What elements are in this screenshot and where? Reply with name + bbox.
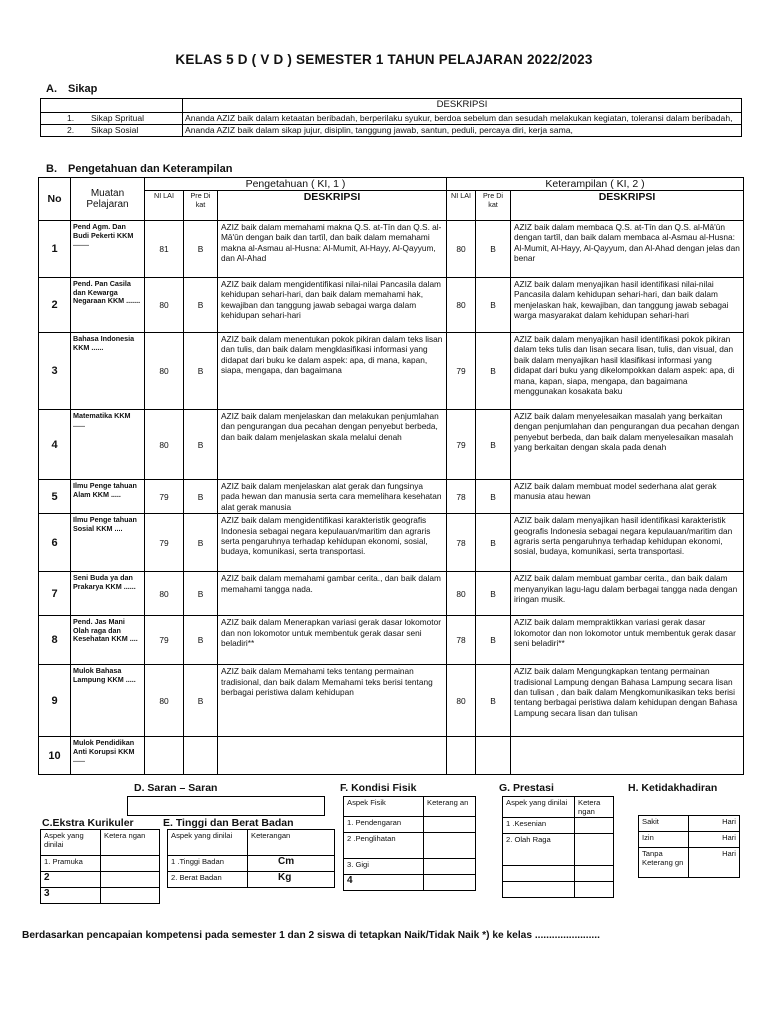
ekstra-value xyxy=(101,872,160,888)
keterampilan-nilai: 80 xyxy=(447,278,476,333)
row-number: 5 xyxy=(39,480,71,514)
pengetahuan-predikat: B xyxy=(184,665,218,737)
keterampilan-predikat: B xyxy=(476,572,511,616)
prestasi-value xyxy=(575,882,614,898)
table-row xyxy=(39,514,744,572)
subject-cell: Matematika KKM ...... xyxy=(71,410,145,480)
keterampilan-deskripsi xyxy=(511,737,744,775)
subject-cell: Pend. Jas Mani Olah raga dan Kesehatan KKM .... xyxy=(71,616,145,665)
header-pengetahuan: Pengetahuan ( KI, 1 ) xyxy=(145,178,447,191)
pengetahuan-deskripsi: AZIZ baik dalam mengidentifikasi karakteristik geografis Indonesia sebagai negara kepulauan/maritim dan agraris serta pengaruhnya terhadap kehidupan ekonomi, sosial, budaya, komunikasi, serta transportasi. xyxy=(218,514,447,572)
keterampilan-deskripsi: AZIZ baik dalam Mengungkapkan tentang permainan tradisional Lampung dengan Bahasa Lampung secara lisan dan tulisan , dan baik dalam Mengkomunikasikan teks berisi tentang berbagai peristiwa dalam kehidupan dengan Bahasa Lampung secara lisan dan tulisan xyxy=(511,665,744,737)
pengetahuan-nilai: 79 xyxy=(145,480,184,514)
page-title: KELAS 5 D ( V D ) SEMESTER 1 TAHUN PELAJARAN 2022/2023 xyxy=(175,52,593,67)
keterampilan-predikat xyxy=(476,737,511,775)
hadir-spacer xyxy=(639,800,689,816)
fisik-value xyxy=(424,859,476,875)
tinggi-col2: Keterangan xyxy=(248,830,335,856)
section-number: A. xyxy=(46,83,57,95)
pengetahuan-nilai: 79 xyxy=(145,616,184,665)
prestasi-label: G. Prestasi xyxy=(499,782,554,794)
keterampilan-nilai: 79 xyxy=(447,333,476,410)
keterampilan-nilai: 78 xyxy=(447,480,476,514)
sikap-name-cell xyxy=(41,113,183,125)
row-number: 6 xyxy=(39,514,71,572)
sikap-desc-cell: Ananda AZIZ baik dalam ketaatan beribadah, berperilaku syukur, berdoa sebelum dan sesudah melakukan kegiatan, toleransi dalam beribadah, xyxy=(183,113,742,125)
keterampilan-nilai: 80 xyxy=(447,665,476,737)
row-number: 1. xyxy=(67,113,75,123)
fisik-label: F. Kondisi Fisik xyxy=(340,782,417,794)
row-number: 8 xyxy=(39,616,71,665)
header-muatan: Muatan Pelajaran xyxy=(71,178,145,221)
table-row xyxy=(39,737,744,775)
subject-cell: Ilmu Penge tahuan Alam KKM ..... xyxy=(71,480,145,514)
pengetahuan-nilai: 80 xyxy=(145,333,184,410)
hadir-item: Sakit xyxy=(639,816,689,832)
table-row xyxy=(39,480,744,514)
ekstra-col2: Ketera ngan xyxy=(101,830,160,856)
header-nilai: NI LAI xyxy=(145,191,184,221)
pengetahuan-nilai: 80 xyxy=(145,572,184,616)
fisik-col1: Aspek Fisik xyxy=(344,797,424,817)
pengetahuan-predikat: B xyxy=(184,333,218,410)
keterampilan-deskripsi: AZIZ baik dalam menyajikan hasil identifikasi nilai-nilai Pancasila dalam kehidupan sehari-hari, dan baik dalam menjelaskan hak, kewajiban, dan tanggung jawab sebagai warga masyarakat dalam kehidupan sehari-hari xyxy=(511,278,744,333)
keterampilan-predikat: B xyxy=(476,333,511,410)
tinggi-unit: Kg xyxy=(248,872,335,888)
header-deskripsi: DESKRIPSI xyxy=(511,191,744,221)
keterampilan-nilai xyxy=(447,737,476,775)
pengetahuan-predikat: B xyxy=(184,480,218,514)
ekstra-value xyxy=(101,888,160,904)
fisik-value xyxy=(424,833,476,859)
header-nilai: NI LAI xyxy=(447,191,476,221)
section-pengetahuan-heading xyxy=(46,163,232,175)
pengetahuan-predikat: B xyxy=(184,221,218,278)
fisik-table xyxy=(343,796,476,891)
pengetahuan-deskripsi xyxy=(218,737,447,775)
hadir-unit: Hari xyxy=(689,848,740,878)
sikap-desc-cell: Ananda AZIZ baik dalam sikap jujur, disiplin, tanggung jawab, santun, peduli, percaya diri, kerja sama, xyxy=(183,125,742,137)
keterampilan-deskripsi: AZIZ baik dalam membuat model sederhana alat gerak manusia atau hewan xyxy=(511,480,744,514)
fisik-value xyxy=(424,817,476,833)
subject-cell: Mulok Pendidikan Anti Korupsi KKM ...... xyxy=(71,737,145,775)
prestasi-item: 2. Olah Raga xyxy=(503,834,575,866)
row-number: 7 xyxy=(39,572,71,616)
keterampilan-nilai: 80 xyxy=(447,572,476,616)
pengetahuan-deskripsi: AZIZ baik dalam Memahami teks tentang permainan tradisional, dan baik dalam Memahami teks berisi tentang berbagai peristiwa dalam kehidupan xyxy=(218,665,447,737)
subject-cell: Bahasa Indonesia KKM ...... xyxy=(71,333,145,410)
section-label: Pengetahuan dan Keterampilan xyxy=(68,163,233,175)
pengetahuan-predikat: B xyxy=(184,572,218,616)
pengetahuan-predikat xyxy=(184,737,218,775)
keterampilan-deskripsi: AZIZ baik dalam membuat gambar cerita., dan baik dalam menyanyikan lagu-lagu dalam berbagai tangga nada dengan iringan musik. xyxy=(511,572,744,616)
sikap-name: Sikap Spritual xyxy=(91,113,145,123)
hadir-table xyxy=(638,800,740,878)
table-row xyxy=(41,125,742,137)
table-row xyxy=(39,572,744,616)
pengetahuan-nilai: 80 xyxy=(145,665,184,737)
fisik-value xyxy=(424,875,476,891)
pengetahuan-nilai: 80 xyxy=(145,278,184,333)
prestasi-col1: Aspek yang dinilai xyxy=(503,797,575,818)
keterampilan-deskripsi: AZIZ baik dalam mempraktikkan variasi gerak dasar lokomotor dan non lokomotor untuk membentuk gerak dasar seni beladiri** xyxy=(511,616,744,665)
grades-table xyxy=(38,177,744,775)
sikap-name-cell xyxy=(41,125,183,137)
fisik-item: 4 xyxy=(344,875,424,891)
grade-rows xyxy=(39,221,744,775)
header-keterampilan: Keterampilan ( KI, 2 ) xyxy=(447,178,744,191)
row-number: 2 xyxy=(39,278,71,333)
prestasi-value xyxy=(575,834,614,866)
pengetahuan-deskripsi: AZIZ baik dalam mengidentifikasi nilai-nilai Pancasila dalam kehidupan sehari-hari, dan baik dalam memahami hak, kewajiban dan tanggung jawab sebagai warga dalam kehidupan sehari-hari xyxy=(218,278,447,333)
pengetahuan-predikat: B xyxy=(184,514,218,572)
keterampilan-predikat: B xyxy=(476,514,511,572)
ekstra-value xyxy=(101,856,160,872)
prestasi-value xyxy=(575,818,614,834)
pengetahuan-deskripsi: AZIZ baik dalam Menerapkan variasi gerak dasar lokomotor dan non lokomotor untuk membentuk gerak dasar seni beladiri** xyxy=(218,616,447,665)
subject-cell: Mulok Bahasa Lampung KKM ..... xyxy=(71,665,145,737)
subject-cell: Ilmu Penge tahuan Sosial KKM .... xyxy=(71,514,145,572)
table-row xyxy=(39,410,744,480)
keterampilan-predikat: B xyxy=(476,616,511,665)
sikap-table xyxy=(40,98,742,137)
hadir-spacer xyxy=(689,800,740,816)
row-number: 10 xyxy=(39,737,71,775)
pengetahuan-deskripsi: AZIZ baik dalam menjelaskan dan melakukan penjumlahan dan pengurangan dua pecahan dengan penyebut berbeda, dan baik dalam menjelaskan skala melalui denah xyxy=(218,410,447,480)
subject-cell: Seni Buda ya dan Prakarya KKM ...... xyxy=(71,572,145,616)
pengetahuan-deskripsi: AZIZ baik dalam memahami gambar cerita., dan baik dalam memahami tangga nada. xyxy=(218,572,447,616)
pengetahuan-deskripsi: AZIZ baik dalam menjelaskan alat gerak dan fungsinya pada hewan dan manusia serta cara memelihara kesehatan alat gerak manusia xyxy=(218,480,447,514)
ekstra-col1: Aspek yang dinilai xyxy=(41,830,101,856)
pengetahuan-nilai: 81 xyxy=(145,221,184,278)
table-row xyxy=(39,333,744,410)
ekstra-item: 3 xyxy=(41,888,101,904)
table-row xyxy=(39,665,744,737)
pengetahuan-predikat: B xyxy=(184,278,218,333)
ekstra-label: C.Ekstra Kurikuler xyxy=(42,817,134,829)
sikap-name: Sikap Sosial xyxy=(91,125,139,135)
subject-cell: Pend Agm. Dan Budi Pekerti KKM ........ xyxy=(71,221,145,278)
ekstra-item: 2 xyxy=(41,872,101,888)
row-number: 2. xyxy=(67,125,75,135)
fisik-item: 3. Gigi xyxy=(344,859,424,875)
hadir-unit: Hari xyxy=(689,832,740,848)
fisik-item: 2 .Penglihatan xyxy=(344,833,424,859)
prestasi-col2: Ketera ngan xyxy=(575,797,614,818)
prestasi-table xyxy=(502,796,614,898)
keterampilan-nilai: 80 xyxy=(447,221,476,278)
tinggi-col1: Aspek yang dinilai xyxy=(168,830,248,856)
section-sikap-heading xyxy=(46,83,97,95)
prestasi-item xyxy=(503,866,575,882)
row-number: 1 xyxy=(39,221,71,278)
pengetahuan-predikat: B xyxy=(184,616,218,665)
prestasi-item xyxy=(503,882,575,898)
header-no: No xyxy=(39,178,71,221)
table-row xyxy=(41,113,742,125)
pengetahuan-predikat: B xyxy=(184,410,218,480)
hadir-label: H. Ketidakhadiran xyxy=(628,782,718,794)
ekstra-table xyxy=(40,829,160,904)
tinggi-aspek: 1 .Tinggi Badan xyxy=(168,856,248,872)
keterampilan-predikat: B xyxy=(476,221,511,278)
keterampilan-deskripsi: AZIZ baik dalam menyajikan hasil identifikasi karakteristik geografis Indonesia sebagai negara kepulauan/maritim dan agraris serta pengaruhnya terhadap kehidupan ekonomi, sosial, budaya, komunikasi, serta transportasi. xyxy=(511,514,744,572)
keterampilan-deskripsi: AZIZ baik dalam membaca Q.S. at-Tīn dan Q.S. al-Mā'ūn dengan tartīl, dan baik dalam membaca al-Asmau al-Husna: Al-Mumit, Al-Hayy, Al-Qayyum, dan Al-Ahad dengan jelas dan benar xyxy=(511,221,744,278)
pengetahuan-nilai: 79 xyxy=(145,514,184,572)
sikap-desc-header: DESKRIPSI xyxy=(183,99,742,113)
pengetahuan-deskripsi: AZIZ baik dalam menentukan pokok pikiran dalam teks lisan dan tulis, dan baik dalam mengklasifikasi informasi yang didapat dari buku ke dalam aspek: apa, di mana, kapan, siapa, mengapa, dan bagaimana xyxy=(218,333,447,410)
pengetahuan-deskripsi: AZIZ baik dalam memahami makna Q.S. at-Tīn dan Q.S. al-Mā'ūn dengan baik dan tartīl, dan baik dalam memahami makna al-Asmau al-Husna: Al-Mumit, Al-Hayy, Al-Qayyum, dan Al-Ahad xyxy=(218,221,447,278)
saran-box xyxy=(127,796,325,816)
keterampilan-nilai: 78 xyxy=(447,616,476,665)
tinggi-label: E. Tinggi dan Berat Badan xyxy=(163,817,294,829)
keterampilan-deskripsi: AZIZ baik dalam menyelesaikan masalah yang berkaitan dengan penjumlahan dan pengurangan dua pecahan dengan penyebut berbeda, dan baik dalam menyelesaikan masalah yang berkaitan dengan skala pada denah xyxy=(511,410,744,480)
row-number: 4 xyxy=(39,410,71,480)
prestasi-item: 1 .Kesenian xyxy=(503,818,575,834)
ekstra-item: 1. Pramuka xyxy=(41,856,101,872)
keterampilan-nilai: 79 xyxy=(447,410,476,480)
table-row xyxy=(39,616,744,665)
saran-label: D. Saran – Saran xyxy=(134,782,218,794)
table-row xyxy=(39,221,744,278)
tinggi-unit: Cm xyxy=(248,856,335,872)
fisik-item: 1. Pendengaran xyxy=(344,817,424,833)
prestasi-value xyxy=(575,866,614,882)
keterampilan-predikat: B xyxy=(476,410,511,480)
table-row xyxy=(39,278,744,333)
header-predikat: Pre Di kat xyxy=(184,191,218,221)
sikap-blank-header xyxy=(41,99,183,113)
pengetahuan-nilai xyxy=(145,737,184,775)
subject-cell: Pend. Pan Casila dan Kewarga Negaraan KKM ....... xyxy=(71,278,145,333)
keterampilan-predikat: B xyxy=(476,665,511,737)
keterampilan-deskripsi: AZIZ baik dalam menyajikan hasil identifikasi pokok pikiran dalam teks tulis dan lisan secara lisan, tulis, dan visual, dan baik dalam menyajikan hasil klasifikasi informasi yang didapat dari buku yang dikelompokkan dalam aspek: apa, di mana, kapan, siapa, mengapa, dan bagaimana menggunakan kosakata baku xyxy=(511,333,744,410)
hadir-unit: Hari xyxy=(689,816,740,832)
section-number: B. xyxy=(46,163,57,175)
hadir-item: Izin xyxy=(639,832,689,848)
keterampilan-predikat: B xyxy=(476,480,511,514)
keterampilan-predikat: B xyxy=(476,278,511,333)
hadir-item: Tanpa Keterang gn xyxy=(639,848,689,878)
header-deskripsi: DESKRIPSI xyxy=(218,191,447,221)
fisik-col2: Keterang an xyxy=(424,797,476,817)
keterampilan-nilai: 78 xyxy=(447,514,476,572)
tinggi-table xyxy=(167,829,335,888)
tinggi-aspek: 2. Berat Badan xyxy=(168,872,248,888)
section-label: Sikap xyxy=(68,83,98,95)
row-number: 3 xyxy=(39,333,71,410)
pengetahuan-nilai: 80 xyxy=(145,410,184,480)
promotion-statement: Berdasarkan pencapaian kompetensi pada semester 1 dan 2 siswa di tetapkan Naik/Tidak Naik *) ke kelas ....................... xyxy=(22,930,600,941)
row-number: 9 xyxy=(39,665,71,737)
header-predikat: Pre Di kat xyxy=(476,191,511,221)
